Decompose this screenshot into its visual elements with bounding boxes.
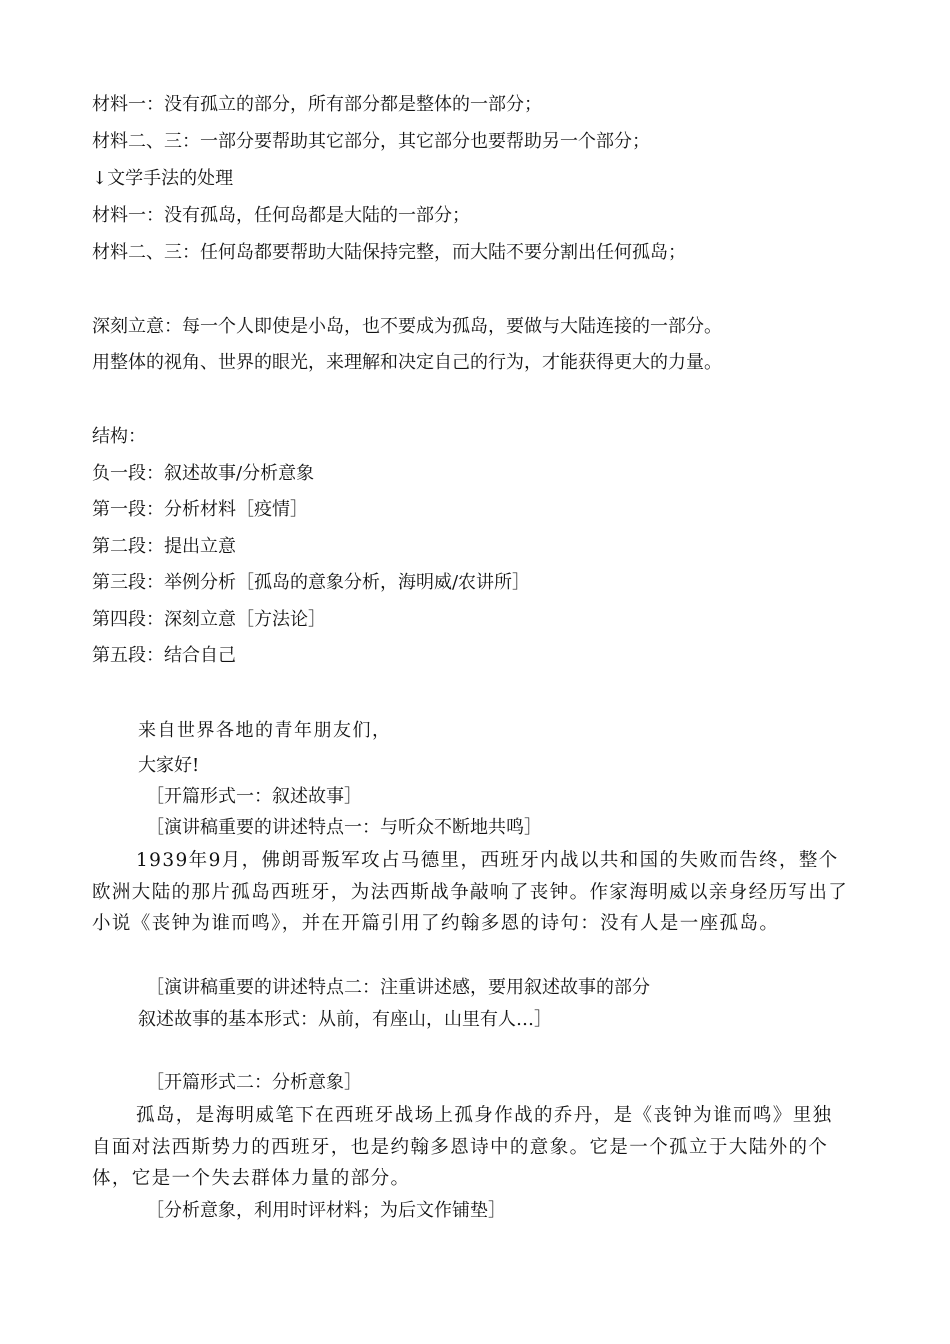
summary-line: ↓文学手法的处理	[92, 168, 234, 189]
annotation: 叙述故事的基本形式：从前，有座山，山里有人…］	[138, 1009, 552, 1030]
greeting: 来自世界各地的青年朋友们，	[138, 720, 392, 741]
structure-item: 负一段：叙述故事/分析意象	[92, 463, 315, 484]
summary-line: 材料二、三：任何岛都要帮助大陆保持完整，而大陆不要分割出任何孤岛；	[92, 242, 686, 263]
annotation: ［开篇形式一：叙述故事］	[146, 786, 362, 807]
annotation: ［开篇形式二：分析意象］	[146, 1072, 362, 1093]
structure-item: 第五段：结合自己	[92, 645, 236, 666]
greeting: 大家好!	[138, 755, 200, 776]
structure-title: 结构：	[92, 426, 146, 447]
essay-paragraph: 孤岛，是海明威笔下在西班牙战场上孤身作战的乔丹，是《丧钟为谁而鸣》里独自面对法西斯势力的西班牙，也是约翰多恩诗中的意象。它是一个孤立于大陆外的个体，它是一个失去群体力量的部分。	[92, 1105, 833, 1189]
summary-line: 材料二、三：一部分要帮助其它部分，其它部分也要帮助另一个部分；	[92, 131, 650, 152]
annotation: ［演讲稿重要的讲述特点二：注重讲述感，要用叙述故事的部分	[146, 977, 650, 998]
theme-line: 深刻立意：每一个人即使是小岛，也不要成为孤岛，要做与大陆连接的一部分。	[92, 316, 722, 337]
annotation: ［分析意象，利用时评材料；为后文作铺垫］	[146, 1200, 506, 1221]
summary-line: 材料一：没有孤岛，任何岛都是大陆的一部分；	[92, 205, 470, 226]
theme-line: 用整体的视角、世界的眼光，来理解和决定自己的行为，才能获得更大的力量。	[92, 352, 722, 373]
structure-item: 第三段：举例分析［孤岛的意象分析，海明威/农讲所］	[92, 572, 531, 593]
structure-item: 第一段：分析材料［疫情］	[92, 499, 308, 520]
structure-item: 第二段：提出立意	[92, 536, 236, 557]
annotation: ［演讲稿重要的讲述特点一：与听众不断地共鸣］	[146, 817, 542, 838]
essay-paragraph: 1939年9月，佛朗哥叛军攻占马德里，西班牙内战以共和国的失败而告终，整个欧洲大陆的那片孤岛西班牙，为法西斯战争敲响了丧钟。作家海明威以亲身经历写出了小说《丧钟为谁而鸣》，并在开篇引用了约翰多恩的诗句：没有人是一座孤岛。	[92, 850, 849, 934]
structure-item: 第四段：深刻立意［方法论］	[92, 609, 326, 630]
summary-line: 材料一：没有孤立的部分，所有部分都是整体的一部分；	[92, 94, 542, 115]
